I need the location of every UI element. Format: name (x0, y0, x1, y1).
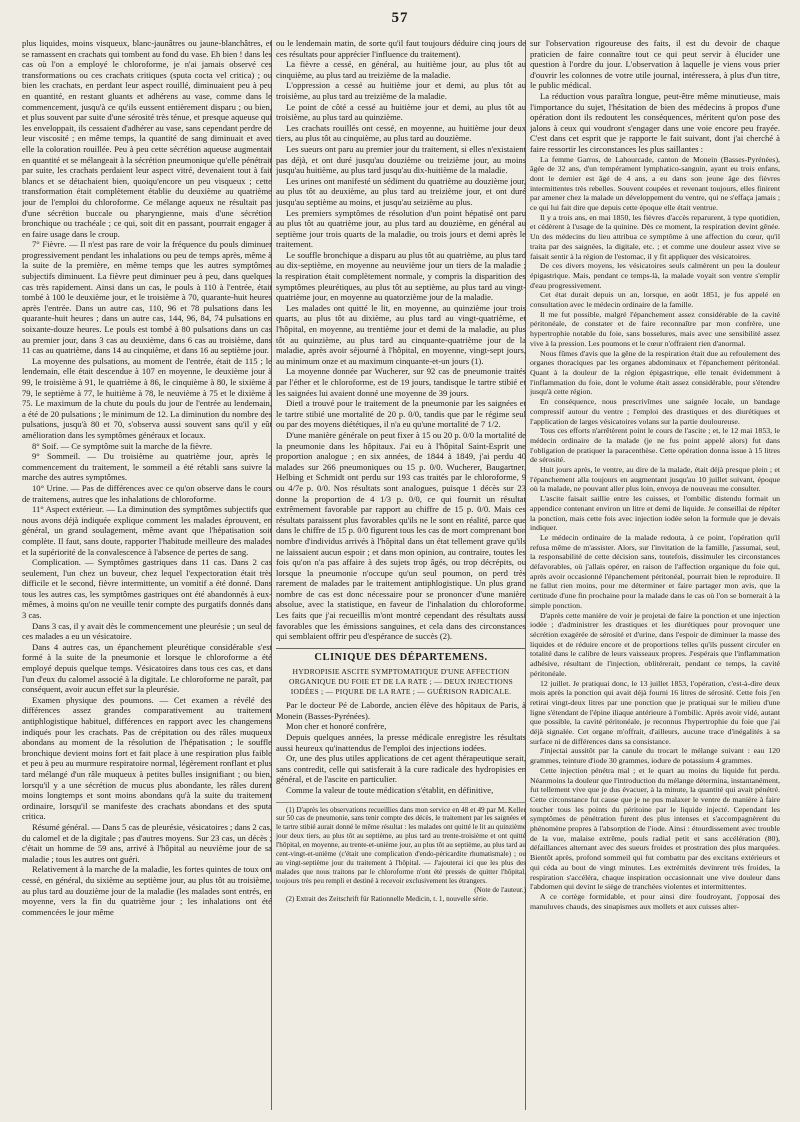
footnote: (1) D'après les observations recueillies dans mon service en 48 et 49 par M. Keller sur 50 cas de pneumonie, sans tenir compte des décès, le traitement par les saignées et le tartre stibié aurait donné le même résultat : les malades ont quitté le lit au quinzième jour deux tiers, au plus tôt au septième, au plus tard au trente-troisième et ont quitté l'hôpital, en moyenne, au trente-et-unième jour, au plus tôt au septième, au plus tard au cent-vingt-et-unième (c'était une complication d'endo-péricardite rhumatismale) ; ou au vingt-septième jour du traitement à l'hôpital. — J'ajouterai ici que les plus des malades que nous traitons par le chloroforme n'ont été pressés de quitter l'hôpital, toujours très peu rempli et destiné à recevoir exclusivement les étrangers. (276, 805, 526, 885)
case-paragraph: En conséquence, nous prescrivîmes une saignée locale, un bandage compressif autour du ventre ; l'emploi des drastiques et des diurétiques et l'application de larges vésicatoires volans sur la partie douloureuse. (530, 397, 780, 426)
case-paragraph: D'après cette manière de voir je projetai de faire la ponction et une injection iodée ; d'administrer les drastiques et les diurétiques pour provoquer une sécrétion exagérée de sérosité et d'urine, dans l'espoir de diminuer la masse des liquides et de réduire encore et de proportions telles qu'ils pussent circuler en totalité dans le calibre de leurs vaisseaux propres. J'espérais que l'inflammation adhésive, résultant de l'injection, oblitérerait, pendant ce temps, la cavité péritonéale. (530, 610, 780, 678)
body-paragraph: Le souffle bronchique a disparu au plus tôt au quatrième, au plus tard au dix-septième, en moyenne au neuvième jour un tiers de la maladie ; la respiration était complètement normale, y compris la disparition des symptômes pleurétiques, au plus tôt au septième, au plus tard au vingt-quatrième jour, en moyenne au quatorzième jour de la maladie. (276, 249, 526, 303)
case-paragraph: Tous ces efforts n'arrêtèrent point le cours de l'ascite ; et, le 12 mai 1853, le médecin ordinaire de la malade (je ne fus point appelé alors) fut dans l'obligation de pratiquer la paracenthèse. Cette opération donna issue à 15 litres de sérosité. (530, 426, 780, 465)
case-report (530, 155, 780, 912)
body-paragraph: Depuis quelques années, la presse médicale enregistre les résultats aussi heureux qu'inattendus de l'emploi des injections iodées. (276, 732, 526, 753)
body-paragraph: Les sueurs ont paru au premier jour du traitement, si elles n'existaient pas déjà, et ont duré jusqu'au douzième ou treizième jour, au moins jusqu'au huitième, au plus tard jusqu'au dix-huitième de la maladie. (276, 143, 526, 176)
body-paragraph: 7° Fièvre. — Il n'est pas rare de voir la fréquence du pouls diminuer progressivement pendant les inhalations ou peu de temps après, même à la suite de la première, en même temps que les autres symptômes subjectifs diminuent. La fièvre peut diminuer peu à peu, dans quelques cas très rapidement. Ainsi dans un cas, le pouls à 110 à l'entrée, était tombé à 100 le deuxième jour, et le troisième à 70, quarante-huit heures après l'entrée. Dans un autre cas, 110, 96 et 78 pulsations dans les quarante-huit heures ; dans un autre cas, 144, 96, 84, 74 pulsations en soixante-douze heures. Le pouls est tombé à 80 pulsations dans un cas au premier jour, dans 3 cas au deuxième, dans 6 cas au troisième, dans 11 cas au quatrième, dans 14 au cinquième, et dans 16 au septième jour. (22, 239, 272, 356)
case-paragraph: 12 juillet. Je pratiquai donc, le 13 juillet 1853, l'opération, c'est-à-dire deux mois après la ponction qui avait déjà fourni 16 litres de sérosité. Cette fois j'en retirai vingt-deux litres par une ponction que je pratiquai sur le milieu d'une ligne s'étendant de l'épine iliaque antérieure à l'ombilic. Après avoir vidé, autant que possible, la cavité péritonéale, je reconnus l'hypertrophie du foie que j'ai déjà signalée. Cet organe m'offrait, d'ailleurs, aucune trace d'inégalités à sa surface ni de différences dans sa consistance. (530, 678, 780, 746)
body-paragraph: ou le lendemain matin, de sorte qu'il faut toujours déduire cinq jours de ces résultats pour apprécier l'influence du traitement). (276, 38, 526, 59)
case-paragraph: Il me fut possible, malgré l'épanchement assez considérable de la cavité péritonéale, de constater et de faire reconnaître par mon confrère, une hypertrophie notable du foie, sans bosselures, mais avec une sensibilité assez vive à la pression. Les poumons et le cœur n'offraient rien d'anormal. (530, 309, 780, 348)
body-paragraph: 8° Soif. — Ce symptôme suit la marche de la fièvre. (32, 440, 213, 451)
body-paragraph: Résumé général. — Dans 5 cas de pleurésie, vésicatoires ; dans 2 cas, du calomel et de la digitale ; pas d'autres moyens. Sur 23 cas, un décès ; c'était un homme de 59 ans, arrivé à l'hôpital au neuvième jour de sa maladie ; tous les autres ont guéri. (22, 821, 272, 864)
footnotes (276, 802, 526, 904)
body-paragraph: Complication. — Symptômes gastriques dans 11 cas. Dans 2 cas seulement, l'un chez un buveur, chez lequel l'expectoration était très difficile et le second, fièvre intermittente, un vomitif a été donné. Dans tous les autres cas, les symptômes gastriques ont été abandonnés à eux-mêmes, à moins qu'on ne veuille tenir compte des purgatifs donnés dans 3 cas. (22, 557, 272, 621)
column-right (530, 38, 780, 1113)
body-paragraph: La fièvre a cessé, en général, au huitième jour, au plus tôt au cinquième, au plus tard au treizième de la maladie. (276, 59, 526, 80)
body-paragraph: Dans 4 autres cas, un épanchement pleurétique considérable s'est formé à la suite de la pneumonie et lorsque le chloroforme a été employé depuis quelque temps. Vésicatoires dans tous ces cas, et dans l'un d'eux du calomel associé à la digitale. Le chloroforme ne paraît, par conséquent, avoir aucun effet sur la pleurésie. (22, 641, 272, 695)
section-subtitle: HYDROPISIE ASCITE SYMPTOMATIQUE D'UNE AFFECTION ORGANIQUE DU FOIE ET DE LA RATE ; — DEUX INJECTIONS IODÉES ; — PIQURE DE LA RATE ; — GUÉRISON RADICALE. (289, 667, 513, 696)
body-paragraph: sur l'observation rigoureuse des faits, il est du devoir de chaque praticien de faire connaître tout ce qui peut servir à élucider une question à l'ordre du jour. L'observation à laquelle je viens vous prier d'ouvrir les colonnes de votre utile journal, intéressera, à plus d'un titre, le public médical. (530, 38, 780, 91)
case-paragraph: Le médecin ordinaire de la malade redouta, à ce point, l'opération qu'il refusa même de m'assister. Alors, sur l'invitation de la famille, j'assumai, seul, la responsabilité de cette décision sans, toutefois, dissimuler les circonstances défavorables, où j'allais opérer, en raison de l'affection organique du foie qui, après avoir occasionné l'épanchement péritonéal, pourrait bien le reproduire. Il ne fallut rien moins, pour me déterminer et faire partager mon avis, que la certitude d'une fin prochaine pour la malade dans le cas où l'on se bornerait à la simple ponction. (530, 532, 780, 610)
body-paragraph: 11° Aspect extérieur. — La diminution des symptômes subjectifs que nous avons déjà indiquée explique comment les malades éprouvent, en général, un grand soulagement, même avant que l'hépatisation soit complète. Il faut, sans doute, rapporter l'habitude meilleure des malades et la supériorité de la convalescence à l'absence de pertes de sang. (22, 504, 272, 557)
footnote: (2) Extrait des Zeitschrift für Rationnelle Medicin, t. 1, nouvelle série. (286, 894, 488, 903)
body-paragraph: 10° Urine. — Pas de différences avec ce qu'on observe dans le cours de traitemens, autres que les inhalations de chloroforme. (22, 482, 272, 504)
case-paragraph: La femme Garros, de Lahourcade, canton de Monein (Basses-Pyrénées), âgée de 32 ans, d'un tempérament lymphatico-sanguin, ayant eu trois enfans, dont le dernier est âgé de 4 ans, a eu dans son jeune âge des fièvres intermittentes très rebelles. Souvent coupées et revenant toujours, elles finirent par amener chez la malade un développement du ventre, qui ne s'effaça jamais ; ce qui lui fait dire que depuis cette époque elle était ventrue. (530, 154, 780, 213)
section-title: CLINIQUE DES DÉPARTEMENS. (276, 648, 526, 664)
byline: Par le docteur Pé de Laborde, ancien élève des hôpitaux de Paris, à Monein (Basses-Pyrénées). (276, 700, 526, 721)
body-paragraph: Les malades ont quitté le lit, en moyenne, au quinzième jour trois quarts, au plus tôt au dixième, au plus tard au vingt-quatrième, et l'hôpital, en moyenne, au trentième jour et demi de la maladie, au plus tôt au quinzième, au plus tard au cinquante-quatrième jour de la maladie, après avoir séjourné à l'hôpital, en moyenne, vingt-sept jours, au minimum onze et au maximum cinquante-et-un jours (1). (276, 302, 526, 366)
body-paragraph: Dans 3 cas, il y avait dès le commencement une pleurésie ; un seul de ces malades a eu un vésicatoire. (22, 620, 272, 642)
body-paragraph: 9° Sommeil. — Du troisième au quatrième jour, après le commencement du traitement, le sommeil a été rétabli sans suivre la marche des autres symptômes. (22, 451, 272, 483)
case-paragraph: Huit jours après, le ventre, au dire de la malade, était déjà presque plein ; et l'épanchement alla toujours en augmentant jusqu'au 10 juillet suivant, époque où la malade, ne pouvant aller plus loin, envoya de nouveau me consulter. (530, 465, 780, 494)
case-paragraph: De ces divers moyens, les vésicatoires seuls calmèrent un peu la douleur épigastrique. Mais, pendant ce temps-là, la malade voyait son ventre s'emplir d'eau progressivement. (530, 261, 780, 290)
case-paragraph: A ce cortège formidable, et pour ainsi dire foudroyant, j'opposai des manuluves chauds, des sinapismes aux mollets et aux cuisses alter- (530, 891, 780, 911)
case-paragraph: L'ascite faisait saillie entre les cuisses, et l'ombilic distendu formait un appendice contenant environ un litre et demi de liquide. Je conseillai de répéter la ponction, mais cette fois avec injection iodée selon la formule que je devais indiquer. (530, 494, 780, 533)
body-paragraph: Comme la valeur de toute médication s'établit, en définitive, (286, 784, 494, 795)
body-paragraph: Le point de côté a cessé au huitième jour et demi, au plus tôt au troisième, au plus tard au quinzième. (276, 101, 526, 123)
body-paragraph: Relativement à la marche de la maladie, les fortes quintes de toux ont cessé, en général, du sixième au septième jour, au plus tôt au troisième, au plus tard au douzième jour de la maladie (les malades sont entrés, en moyenne, vers la fin du quatrième jour ; les inhalations ont été commencées le jour même (22, 864, 272, 917)
body-paragraph: D'une manière générale on peut fixer à 15 ou 20 p. 0/0 la mortalité de la pneumonie dans les hôpitaux. J'ai eu à l'hôpital Saint-Esprit une proportion analogue ; en six années, de 1844 à 1849, j'ai perdu 40 malades sur 266 pneumoniques ou 15 p. 0/0. Wucherer, Baugartner, Helbing et Schmidt ont perdu sur 193 cas traités par le chloroforme, 9 ou 4/7e p. 0/0. Nos résultats sont analogues, puisque 1 décès sur 23 donne la proportion de 4 1/3 p. 0/0, ce qui fournit un résultat extrêmement favorable par rapport au chiffre de 15 p. 0/0. Mais ces résultats paraissent plus favorables qu'ils ne le sont en réalité, parce que dans le chiffre de 15 p. 0/0 figurent tous les cas de mort comprenant bon nombre d'individus arrivés à l'hôpital dans un état tellement grave qu'ils ne laissaient aucun espoir ; et dans mon opinion, au contraire, toutes les fois qu'on n'a pas affaire à des sujets trop âgés, ou trop décrépits, ou lorsque la pneumonie n'occupe qu'un seul poumon, on perd très rarement de malades par le traitement antiphlogistique. Un plus grand nombre de cas est donc nécessaire pour se prononcer d'une manière absolue, avec la statistique, en faveur de l'inhalation du chloroforme. Les faits que j'ai recueillis m'ont montré cependant des résultats aussi favorables que les émissions sanguines, et cela dans des circonstances qui semblaient offrir peu d'espérance de succès (2). (276, 429, 526, 642)
case-paragraph: Nous fûmes d'avis que la gêne de la respiration était due au refoulement des organes thoraciques par les organes abdominaux et l'épanchement péritonéal. Quant à la douleur de la région épigastrique, elle tenait évidemment à l'inflammation du foie, dont le volume était assez considérable, pour s'étendre jusqu'à cette région. (530, 348, 780, 397)
body-paragraph: La moyenne donnée par Wucherer, sur 92 cas de pneumonie traités par l'éther et le chloroforme, est de 19 jours, tandisque le tartre stibié et les saignées lui avaient donné une moyenne de 39 jours. (276, 366, 526, 398)
page-number: 57 (391, 10, 409, 26)
case-paragraph: Cet état durait depuis un an, lorsque, en août 1851, je fus appelé en consultation avec le médecin ordinaire de la famille. (530, 290, 780, 310)
body-paragraph: Dietl a trouvé pour le traitement de la pneumonie par les saignées et le tartre stibié une mortalité de 20 p. 0/0, tandis que par le régime seul ou par des moyens diététiques, il n'a eu qu'une mortalité de 7 1/2. (276, 398, 526, 430)
column-middle (276, 38, 526, 1113)
case-paragraph: Cette injection pénétra mal ; et le quart au moins du liquide fut perdu. Néanmoins la douleur que l'introduction du mélange détermina, instantanément, fut tellement vive que je dus évacuer, à la minute, la quantité qui avait pénétré. Cette circonstance fut cause que je ne pus malaxer le ventre de manière à faire toucher tous les points du péritoine par le liquide injecté. Cependant les symptômes de pénétration furent des plus intenses et s'accompagnèrent du phénomène propres à l'absorption de l'iode. Ainsi : étourdissement avec trouble de la vue, malaise extrême, pouls radial petit et sans accélération (80), défaillances alternant avec des sueurs froides et prostration des plus marquées. Bientôt après, profond sommeil qui fut combattu par des excitans extérieurs et qui céda au bout de vingt minutes. Les extrémités devinrent très froides, la respiration s'accéléra, chaque inspiration occasionnait une vive douleur dans l'abdomen qui devint le siège de tranchées violentes et intermittentes. (530, 765, 780, 892)
case-paragraph: J'injectai aussitôt par la canule du trocart le mélange suivant : eau 120 grammes, teinture d'iode 30 grammes, iodure de potassium 4 grammes. (530, 746, 780, 766)
column-left (22, 38, 272, 1113)
footnote-attribution: (Note de l'auteur.) (474, 885, 526, 894)
body-paragraph: L'oppression a cessé au huitième jour et demi, au plus tôt au troisième, au plus tard au treizième de la maladie. (276, 80, 526, 101)
body-paragraph: La moyenne des pulsations, au moment de l'entrée, était de 115 ; le lendemain, elle était descendue à 107 en moyenne, le deuxième jour à 99, le troisième à 91, le quatrième à 86, le cinquième à 80, le sixième à 79, le septième à 77, le huitième à 78, le neuvième à 75 et le dixième à 75. Le maximum de la chute du pouls du jour de l'entrée au lendemain, a été de 20 pulsations ; le minimum de 12. La diminution du nombre des pulsations, jusqu'à 80 et 70, s'observa aussi souvent sans qu'il y eût amélioration dans les symptômes généraux et locaux. (22, 355, 272, 440)
salutation: Mon cher et honoré confrère, (286, 721, 387, 732)
body-paragraph: plus liquides, moins visqueux, blanc-jaunâtres ou jaune-blanchâtres, et se ramassent en crachats qui tombent au fond du vase. Eh bien ! dans les cas où l'on a employé le chloroforme, je n'ai jamais observé ces transformations ou ces crachats critiques (sputa cocta vel critica) ; ou bien les crachats, en perdant leur aspect rouillé, diminuaient peu à peu en quantité, en restant gluants et adhérens au vase, comme dans le commencement, jusqu'à ce qu'ils eussent entièrement disparu ; ou bien, et plus souvent par suite d'une sérosité très ténue, et presque aqueuse qui les enveloppait, ils cessaient d'adhérer au vase, sans cependant perdre de leur viscosité ; en même temps, la quantité de sang diminuait et avec elle la coloration rouillée. Peu à peu cette sécrétion aqueuse augmentait en quantité et se mélangeait à la sécrétion pneumonique qu'elle pénétrait par suite, les crachats perdaient leur aspect vitré, devenaient tout à fait blancs et se détachaient bien, quoiqu'encore un peu visqueux ; cette transformation était complètement établie du deuxième au quatrième jour de l'emploi du chloroforme. Ce mélange aqueux ne résultait pas d'une sécrétion buccale ou pharyngienne, mais d'une sécrétion bronchique ou trachéale ; ce qui, soit dit en passant, pourrait engager à en faire usage dans le croup. (22, 38, 272, 239)
body-paragraph: Les crachats rouillés ont cessé, en moyenne, au huitième jour deux tiers, au plus tôt au cinquième, au plus tard au douzième. (276, 122, 526, 144)
body-paragraph: Les urines ont manifesté un sédiment du quatrième au douzième jour, au plus tôt au deuxième, au plus tard au treizième jour, et ont duré jusqu'au septième au moins, et jusqu'au seizième au plus. (276, 175, 526, 207)
body-paragraph: Les premiers symptômes de résolution d'un point hépatisé ont paru au plus tôt au quatrième jour, au plus tard au douzième, en général au septième jour trois quarts de la maladie, ou trois jours et demi après le traitement. (276, 207, 526, 250)
body-paragraph: Examen physique des poumons. — Cet examen a révélé des différences assez grandes comparativement au traitement antiphlogistique habituel, différences en rapport avec les changemens indiqués pour les crachats. Pas de crépitation ou des râles muqueux abondans au moment de la résolution de l'hépatisation ; le souffle bronchique devient moins fort et fait place à une respiration plus faible et peu à peu au murmure respiratoire normal, légèrement ronflant et plus tard mélangé d'un râle muqueux à petites bulles insignifiant ; ou bien, lorsqu'il y a une sécrétion de mucus plus abondante, les râles durent moins longtemps et sont moins abondans qu'à la suite du traitement ordinaire, lorsqu'il se manifeste des crachats abondans et des sputa critica. (22, 694, 272, 822)
body-paragraph: Or, une des plus utiles applications de cet agent thérapeutique serait, sans contredit, celle qui satisferait à la cure radicale des hydropisies en général, et de l'ascite en particulier. (276, 753, 526, 785)
body-paragraph: La réduction vous paraîtra longue, peut-être même minutieuse, mais l'importance du sujet, l'hésitation de bien des médecins à propos d'une opération dont ils redoutent les conséquences, méritent qu'on pose des jalons à ceux qui voudront s'engager dans une voie encore peu frayée. C'est dans cet esprit que je rapporte le fait suivant, dont j'ai cherché à faire ressortir les circonstances les plus saillantes : (530, 90, 780, 154)
case-paragraph: Il y a trois ans, en mai 1850, les fièvres d'accès reparurent, à type quotidien, et cédèrent à l'usage de la quinine. Dès ce moment, la respiration devint gênée. Un des médecins du lieu attribua ce symptôme à une affection du cœur, qu'il traita par des saignées, la digitale, etc. ; et comme une douleur assez vive se faisait sentir à la région de l'estomac, il y fit appliquer des vésicatoires. (530, 212, 780, 261)
